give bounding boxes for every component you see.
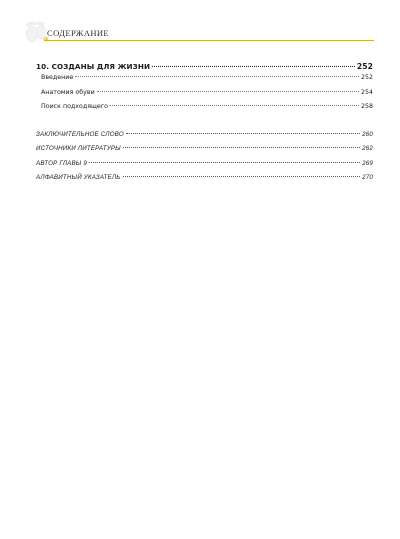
toc-page-number: 252: [360, 74, 373, 81]
dot-leader: [89, 162, 360, 163]
toc-backmatter-entry[interactable]: [36, 131, 373, 146]
toc-page-number: 262: [362, 145, 373, 153]
toc-entry-label: Поиск подходящего: [41, 103, 108, 110]
header-rule: [44, 40, 374, 41]
toc-backmatter-entry[interactable]: [36, 160, 373, 175]
toc-entry-label: АЛФАВИТНЫЙ УКАЗАТЕЛЬ: [36, 174, 121, 182]
toc-entry-label: ЗАКЛЮЧИТЕЛЬНОЕ СЛОВО: [36, 130, 124, 138]
dot-leader: [110, 105, 359, 106]
table-of-contents: [36, 62, 373, 189]
dot-leader: [123, 176, 361, 177]
dot-leader: [152, 66, 355, 67]
toc-backmatter-entry[interactable]: [36, 145, 373, 160]
dot-leader: [123, 147, 360, 148]
toc-page-number: 269: [362, 159, 373, 167]
toc-section-entry[interactable]: [36, 89, 373, 104]
toc-section-entry[interactable]: [36, 103, 373, 118]
toc-entry-label: АВТОР ГЛАВЫ 9: [36, 159, 88, 167]
toc-section-entry[interactable]: [36, 74, 373, 89]
toc-backmatter-entry[interactable]: [36, 174, 373, 189]
dot-leader: [126, 133, 360, 134]
dot-leader: [75, 76, 359, 77]
toc-chapter-entry[interactable]: [36, 62, 373, 74]
toc-entry-label: ИСТОЧНИКИ ЛИТЕРАТУРЫ: [36, 145, 121, 153]
toc-entry-label: Введение: [41, 74, 74, 81]
toc-entry-label: 10. СОЗДАНЫ ДЛЯ ЖИЗНИ: [36, 62, 151, 71]
toc-page-number: 258: [360, 103, 373, 110]
toc-page-number: 254: [360, 88, 373, 96]
toc-page-number: 270: [362, 174, 373, 182]
toc-entry-label: Анатомия обуви: [41, 88, 95, 96]
toc-page-number: 252: [356, 62, 373, 71]
dot-leader: [97, 91, 359, 92]
toc-page-number: 260: [362, 130, 373, 138]
page-header-title: СОДЕРЖАНИЕ: [47, 28, 110, 38]
toc-spacer: [36, 118, 373, 131]
